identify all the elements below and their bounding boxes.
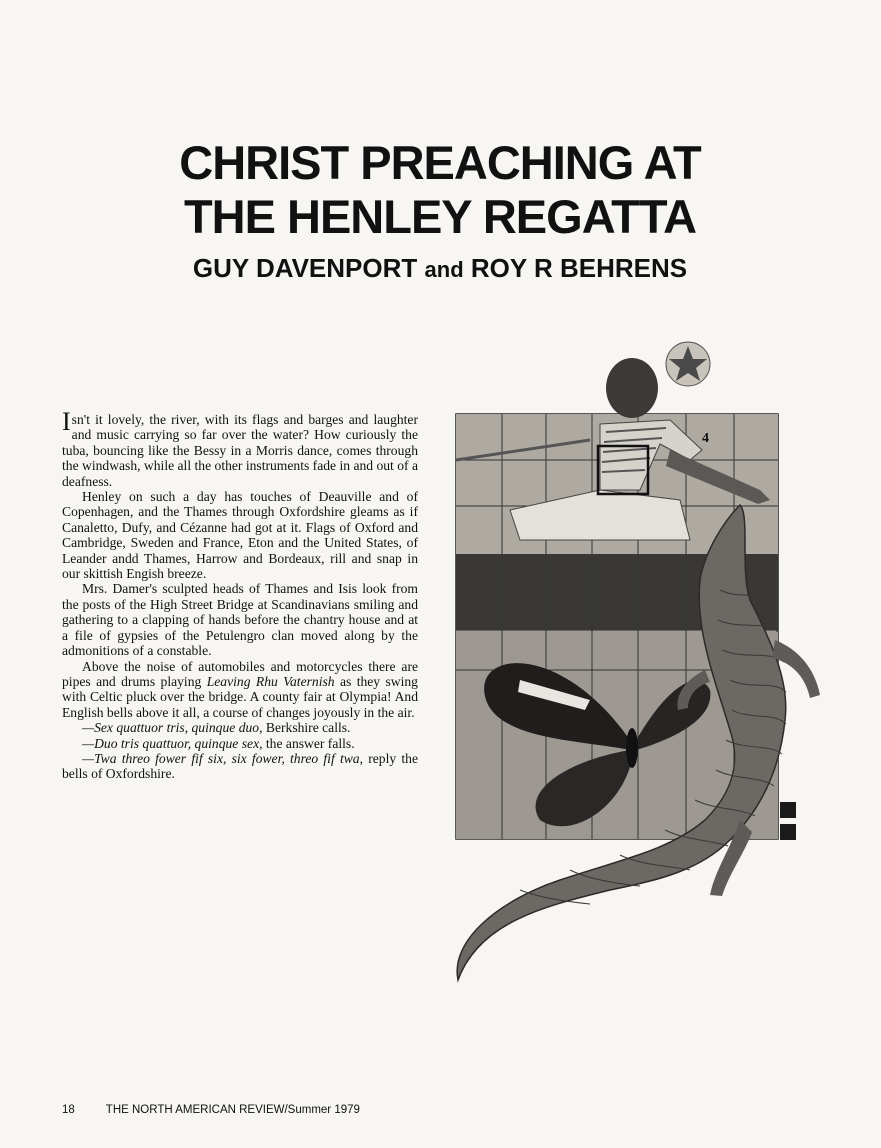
verse-2-italic: —Duo tris quattuor, quinque sex, xyxy=(82,735,263,751)
verse-2 xyxy=(62,736,418,751)
verse-1 xyxy=(62,720,418,735)
black-square-1 xyxy=(780,802,796,818)
article-body xyxy=(62,407,418,782)
collage-illustration xyxy=(440,340,840,1000)
paragraph-1-text: sn't it lovely, the river, with its flags and barges and laughter and music carrying so far over the water? How curiously the tuba, bouncing like the Bessy in a Morris dance, comes through the windwash, while all the other instruments fade in and out of a deafness. xyxy=(62,412,418,489)
paragraph-2: Henley on such a day has touches of Deauville and of Copenhagen, and the Thames through Oxfordshire gleams as if Canaletto, Dufy, and Cézanne had got at it. Flags of Oxford and Cambridge, Sweden and France, Eton and the United States, of Leander andd Thames, Harrow and Bordeaux, rill and snap in our skittish Engish breeze. xyxy=(62,489,418,582)
author-2: ROY R BEHRENS xyxy=(470,253,688,283)
black-square-2 xyxy=(780,824,796,840)
verse-2-rest: the answer falls. xyxy=(262,735,355,751)
publication-name: THE NORTH AMERICAN REVIEW/Summer 1979 xyxy=(105,1104,360,1116)
article-title-line2: THE HENLEY REGATTA xyxy=(183,190,697,243)
drop-cap: I xyxy=(62,407,71,436)
paragraph-3: Mrs. Damer's sculpted heads of Thames and Isis look from the posts of the High Street Bridge at Scandinavians smiling and gathering to a clapping of hands before the chantry house and at a file of gypsies of the Petulengro clan moved along by the admonitions of a constable. xyxy=(62,581,418,659)
song-title: Leaving Rhu Vaternish xyxy=(206,673,335,689)
paragraph-4-text-a: Above the noise of automobiles and motorcycles there are pipes and drums playing xyxy=(62,658,418,689)
page-footer xyxy=(62,1104,360,1116)
article-authors xyxy=(60,252,820,286)
paragraph-4 xyxy=(62,659,418,721)
paragraph-4-text-b: as they swing with Celtic pluck over the bridge. A county fair at Olympia! And English bells above it all, a course of changes joyously in the air. xyxy=(62,673,418,720)
verse-1-rest: Berkshire calls. xyxy=(262,720,351,736)
star-icon xyxy=(666,342,710,386)
author-conjunction: and xyxy=(424,257,464,282)
page-number: 18 xyxy=(62,1104,75,1116)
verse-1-italic: —Sex quattuor tris, quinque duo, xyxy=(82,720,263,736)
paragraph-1 xyxy=(62,407,418,489)
article-title-line1: CHRIST PREACHING AT xyxy=(179,136,701,189)
verse-3-italic: —Twa threo fower fif six, six fower, threo fif twa, xyxy=(82,750,363,766)
verse-3-rest: reply the bells of Oxfordshire. xyxy=(62,750,418,782)
verse-3 xyxy=(62,751,418,782)
panel-number: 4 xyxy=(702,431,709,446)
author-1: GUY DAVENPORT xyxy=(192,253,418,283)
